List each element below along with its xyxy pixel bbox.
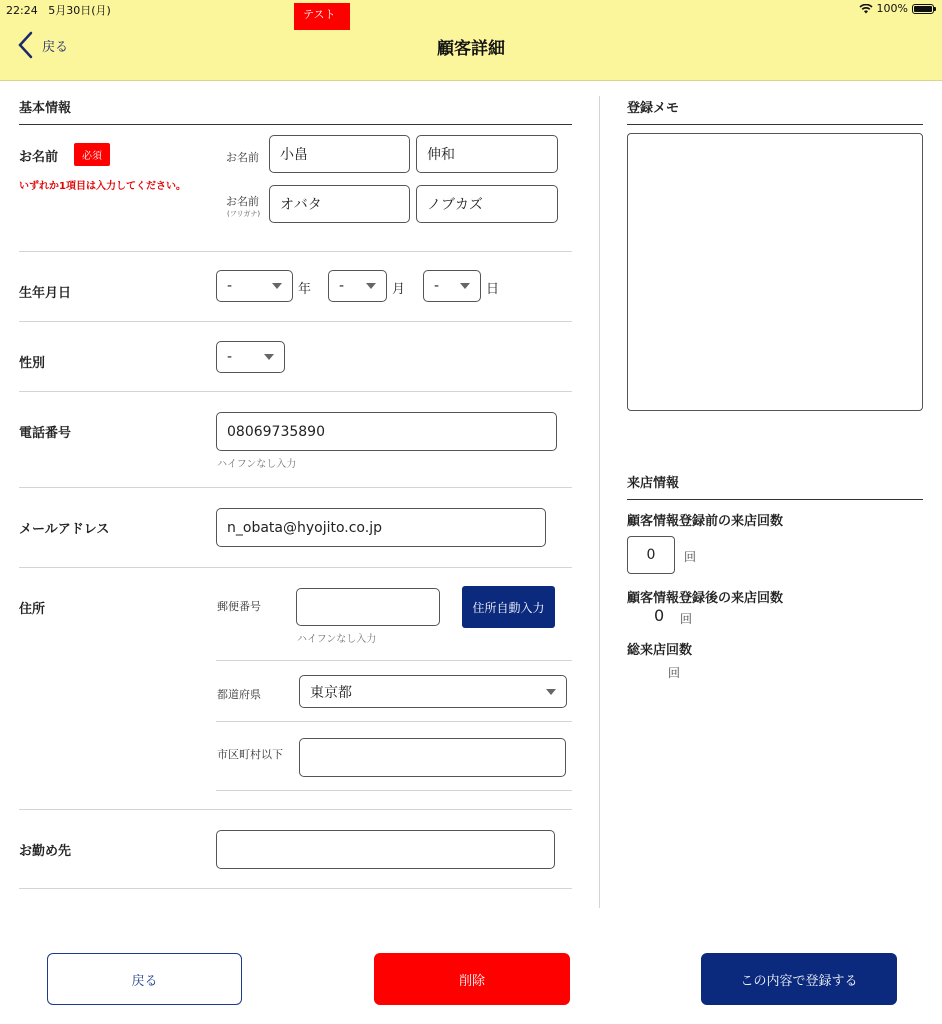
divider <box>19 487 572 488</box>
workplace-input[interactable] <box>216 830 555 869</box>
birth-month-value: - <box>339 278 345 294</box>
battery-percent: 100% <box>876 2 908 15</box>
visit-info-heading: 来店情報 <box>627 472 923 500</box>
first-name-input[interactable]: 伸和 <box>416 135 558 173</box>
wifi-icon <box>859 4 873 14</box>
day-unit: 日 <box>486 282 500 297</box>
caret-down-icon <box>460 283 470 289</box>
name-label: お名前 <box>19 150 59 165</box>
year-unit: 年 <box>298 282 312 297</box>
back-button[interactable]: 戻る <box>47 953 242 1005</box>
email-input[interactable]: n_obata@hyojito.co.jp <box>216 508 546 547</box>
divider <box>19 251 572 252</box>
required-badge: 必須 <box>74 143 110 166</box>
divider <box>19 391 572 392</box>
divider <box>216 721 572 722</box>
phone-label: 電話番号 <box>19 426 72 441</box>
prefecture-value: 東京都 <box>310 684 352 701</box>
visits-total-label: 総来店回数 <box>627 643 693 658</box>
postal-hint: ハイフンなし入力 <box>297 634 377 645</box>
birthday-label: 生年月日 <box>19 286 72 301</box>
caret-down-icon <box>264 354 274 360</box>
last-name-input[interactable]: 小畠 <box>269 135 410 173</box>
visits-after-unit: 回 <box>680 612 693 626</box>
postal-input[interactable] <box>296 588 440 626</box>
phone-hint: ハイフンなし入力 <box>217 459 297 470</box>
birth-day-select[interactable] <box>423 270 481 302</box>
column-divider <box>599 96 600 908</box>
basic-info-heading: 基本情報 <box>19 97 572 125</box>
caret-down-icon <box>546 689 556 695</box>
name-kana-label: お名前 <box>226 195 259 208</box>
memo-textarea[interactable] <box>627 133 923 411</box>
visits-after-label: 顧客情報登録後の来店回数 <box>627 591 784 606</box>
divider <box>19 888 572 889</box>
delete-button[interactable]: 削除 <box>374 953 570 1005</box>
divider <box>216 790 572 791</box>
address-label: 住所 <box>19 602 46 617</box>
header-back-label: 戻る <box>42 39 69 55</box>
divider <box>19 809 572 810</box>
status-indicators <box>859 2 934 15</box>
prefecture-label: 都道府県 <box>217 688 261 701</box>
email-label: メールアドレス <box>19 522 110 537</box>
divider <box>216 660 572 661</box>
visits-after-value: 0 <box>654 606 665 625</box>
app-header <box>0 0 942 81</box>
workplace-label: お勤め先 <box>19 844 72 859</box>
gender-select[interactable] <box>216 341 285 373</box>
caret-down-icon <box>366 283 376 289</box>
caret-down-icon <box>272 283 282 289</box>
gender-value: - <box>227 349 233 365</box>
city-input[interactable] <box>299 738 566 777</box>
divider <box>19 321 572 322</box>
name-warning: いずれか1項目は入力してください。 <box>19 181 186 192</box>
visits-before-input[interactable]: 0 <box>627 536 675 574</box>
prefecture-select[interactable] <box>299 675 567 708</box>
birth-month-select[interactable] <box>328 270 387 302</box>
month-unit: 月 <box>392 282 406 297</box>
city-label: 市区町村以下 <box>217 748 283 761</box>
status-clock: 22:24 <box>6 4 38 17</box>
submit-button[interactable]: この内容で登録する <box>701 953 897 1005</box>
visits-total-unit: 回 <box>668 666 681 680</box>
status-time <box>6 2 111 18</box>
test-badge: テスト <box>294 3 350 30</box>
divider <box>19 567 572 568</box>
first-name-kana-input[interactable]: ノブカズ <box>416 185 558 223</box>
gender-label: 性別 <box>19 356 46 371</box>
birth-day-value: - <box>434 278 440 294</box>
address-autofill-button[interactable]: 住所自動入力 <box>462 586 555 628</box>
name-kana-sublabel: (フリガナ) <box>227 210 261 218</box>
name-kanji-label: お名前 <box>226 151 259 164</box>
visits-before-unit: 回 <box>684 550 697 564</box>
postal-label: 郵便番号 <box>217 600 261 613</box>
status-date: 5月30日(月) <box>48 4 111 17</box>
birth-year-value: - <box>227 278 233 294</box>
last-name-kana-input[interactable]: オバタ <box>269 185 410 223</box>
page-title: 顧客詳細 <box>437 39 505 59</box>
phone-input[interactable]: 08069735890 <box>216 412 557 451</box>
battery-icon <box>912 4 934 14</box>
memo-heading: 登録メモ <box>627 97 923 125</box>
visits-before-label: 顧客情報登録前の来店回数 <box>627 514 784 529</box>
birth-year-select[interactable] <box>216 270 293 302</box>
